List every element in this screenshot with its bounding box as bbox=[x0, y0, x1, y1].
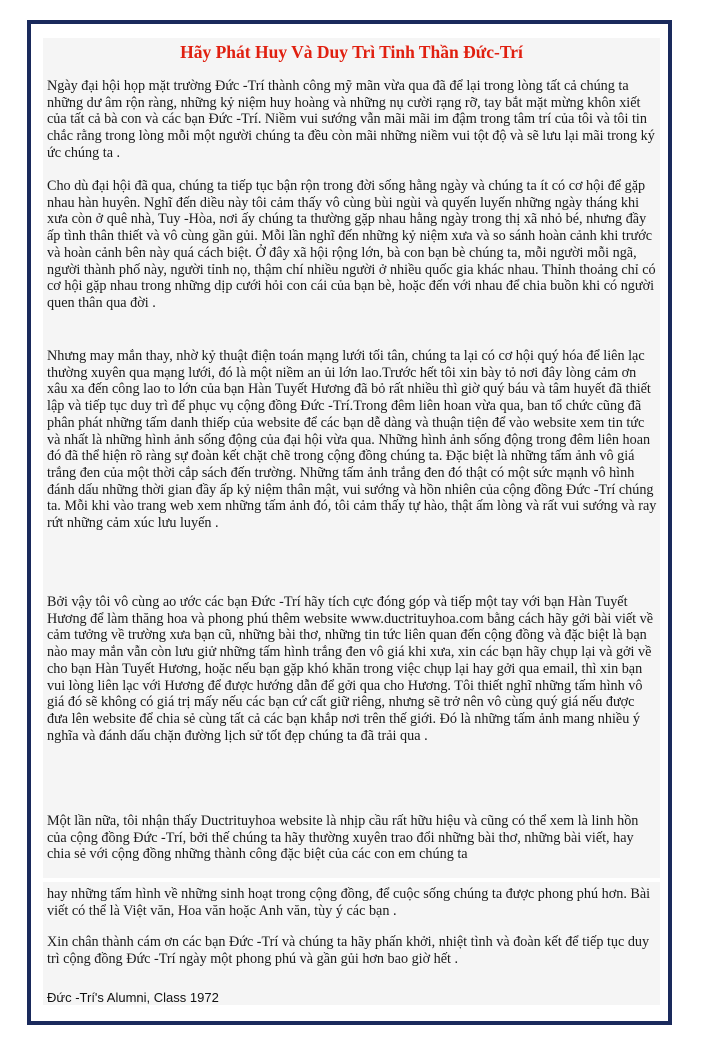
paragraph-1: Ngày đại hội họp mặt trường Đức -Trí thành công mỹ mãn vừa qua đã để lại trong lòng tất cả chúng ta những dư âm rộn ràng, những kỷ niệm huy hoàng và những nụ cười rạng rỡ, tay bắt mặt mừng khôn xiết của tất cả bà con và các bạn Đức -Trí. Niềm vui sướng vẫn mãi mãi im đậm trong tâm trí của tôi và tôi tin chắc rằng trong lòng mỗi một người chúng ta đều còn mãi những niềm vui tột độ và sẽ lưu lại mãi trong ký ức chúng ta . bbox=[47, 78, 655, 161]
page-sheet-1 bbox=[43, 38, 660, 878]
paragraph-6: hay những tấm hình về những sinh hoạt trong cộng đồng, để cuộc sống chúng ta được phong phú hơn. Bài viết có thể là Việt văn, Hoa văn hoặc Anh văn, tùy ý các bạn . bbox=[47, 886, 651, 919]
paragraph-5: Một lần nữa, tôi nhận thấy Ductrituyhoa website là nhịp cầu rất hữu hiệu và cũng có thể xem là linh hồn của cộng đồng Đức -Trí, bởi thế chúng ta hãy thường xuyên trao đổi những bài thơ, những bài viết, hay chia sẻ với cộng đồng những thành công đặc biệt của các con em chúng ta bbox=[47, 813, 639, 863]
signature: Đức -Trí's Alumni, Class 1972 bbox=[47, 990, 219, 1005]
paragraph-2: Cho dù đại hội đã qua, chúng ta tiếp tục bận rộn trong đời sống hằng ngày và chúng ta ít có cơ hội để gặp nhau hàn huyên. Nghĩ đến diều này tôi cảm thấy vô cùng bùi ngùi và quyến luyến những ngày tháng khi xưa còn ở quê nhà, Tuy -Hòa, nơi ấy chúng ta thường gặp nhau hằng ngày trong thị xã nhỏ bé, nhưng đầy ấp tình thân thiết và vô cùng gần gủi. Mỗi lần nghĩ đến những kỷ niệm xưa và so sánh hoàn cảnh khi trước và hoàn cảnh bên này quá cách biệt. Ở đây xã hội rộng lớn, bà con bạn bè chúng ta, mỗi người mỗi ngã, người thành phố này, người tỉnh nọ, thậm chí nhiều người ở nhiều quốc gia khác nhau. Thỉnh thoảng chỉ có cơ hội gặp nhau trong những dịp cưới hỏi con cái của bạn bè, hoặc đến với nhau để chia buồn khi có người quen thân qua đời . bbox=[47, 178, 656, 311]
page-sheet-2 bbox=[43, 882, 660, 1005]
paragraph-3: Nhưng may mắn thay, nhờ kỷ thuật điện toán mạng lưới tối tân, chúng ta lại có cơ hội quý hóa để liên lạc thường xuyên qua mạng lưới, đó là một niềm an ủi lớn lao.Trước hết tôi xin bày tỏ nơi đây lòng cảm ơn xâu xa đến công lao to lớn của bạn Hàn Tuyết Hương đã bỏ rất nhiều thì giờ quý báu và tâm huyết đã thiết lập và tiếp tục duy trì để phục vụ cộng đồng Đức -Trí.Trong đêm liên hoan vừa qua, ban tổ chức cũng đã phân phát những tấm danh thiếp của website để các bạn dễ dàng và thuận tiện để vào website xem tin tức và nhất là những hình ảnh sống động của đại hội vừa qua. Những hình ảnh sống động trong đêm liên hoan đó đã thể hiện rõ ràng sự đoàn kết chặt chẽ trong cộng đồng chúng ta. Đặc biệt là những tấm ảnh vô giá trắng đen của một thời cắp sách đến trường. Những tấm ảnh trắng đen đó thật có một sức mạnh vô hình đánh dấu những thời gian đầy ấp kỷ niệm thân mật, vui sướng và hồn nhiên của cộng đồng Đức -Trí chúng ta. Mỗi khi vào trang web xem những tấm ảnh đó, tôi cảm thấy tự hào, thật ấm lòng và rất vui sướng và ray rứt những cảm xúc lưu luyến . bbox=[47, 348, 657, 532]
document-title: Hãy Phát Huy Và Duy Trì Tinh Thần Đức-Trí bbox=[180, 42, 523, 62]
paragraph-4: Bởi vậy tôi vô cùng ao ước các bạn Đức -Trí hãy tích cực đóng góp và tiếp một tay với bạn Hàn Tuyết Hương để làm thăng hoa và phong phú thêm website www.ductrituyhoa.com bằng cách hãy gởi bài viết về cảm tưởng về trường xưa bạn cũ, những bài thơ, những tin tức liên quan đến cộng đồng và đặc biệt là bạn nào may mắn vẫn còn lưu giử những tấm hình trắng đen vô giá khi xưa, xin các bạn hãy chụp lại và gởi về cho bạn Hàn Tuyết Hương, hoặc nếu bạn gặp khó khăn trong việc chụp lại hay gởi qua email, thì xin bạn vui lòng liên lạc với Hương để được hướng dẫn để gởi qua cho Hương. Tôi thiết nghĩ những tấm hình vô giá đó sẽ không có giá trị mấy nếu các bạn cứ cất giữ riêng, nhưng sẽ trở nên vô cùng quý giá nếu được đưa lên website để chia sẻ cùng tất cả các bạn khắp nơi trên thế giới. Đó là những tấm ảnh mang nhiều ý nghĩa và đánh dấu chặn đường lịch sử tốt đẹp chúng ta đã trải qua . bbox=[47, 594, 654, 744]
paragraph-7: Xin chân thành cám ơn các bạn Đức -Trí và chúng ta hãy phấn khởi, nhiệt tình và đoàn kết để tiếp tục duy trì cộng đồng Đức -Trí ngày một phong phú và gần gủi hơn bao giờ hết . bbox=[47, 934, 650, 967]
document-frame bbox=[27, 20, 672, 1025]
